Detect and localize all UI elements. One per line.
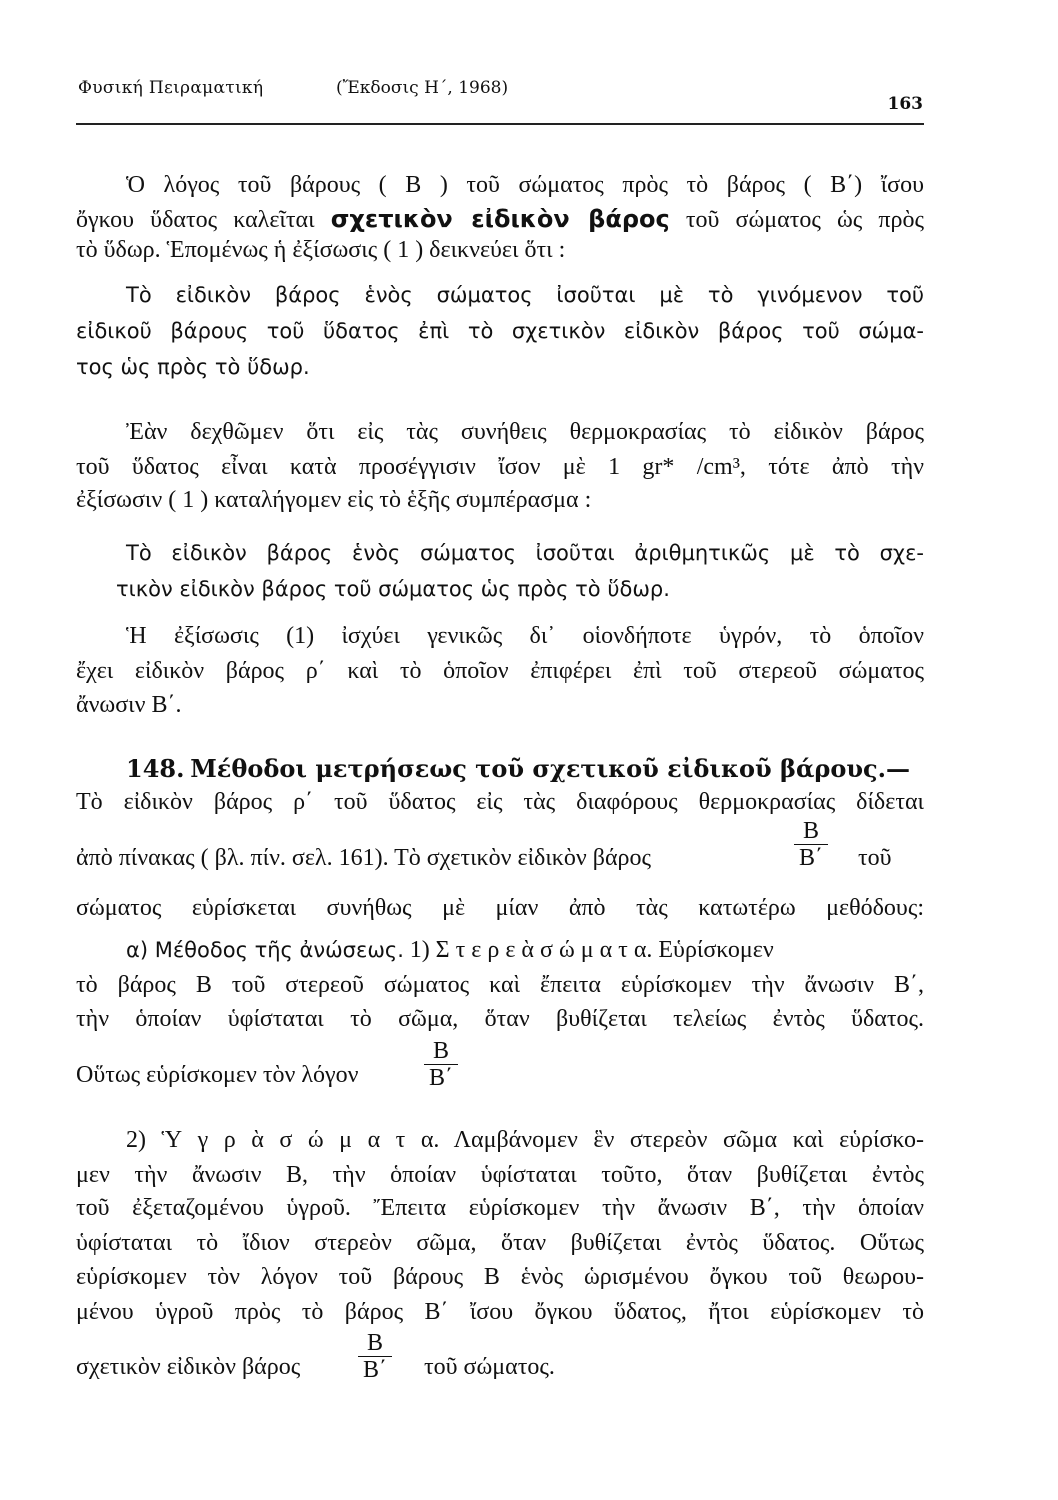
section-number: 148.: [126, 754, 185, 783]
paragraph-line: τοῦ: [858, 845, 892, 871]
fraction-denominator: Β΄: [794, 844, 828, 871]
section-title: Μέθοδοι μετρήσεως τοῦ σχετικοῦ εἰδικοῦ βάρους.—: [190, 754, 911, 783]
edition-label: (Ἔκδοσις Η΄, 1968): [336, 78, 509, 98]
paragraph-line: τος ὡς πρὸς τὸ ὕδωρ.: [76, 355, 310, 379]
method-label: α) Μέθοδος τῆς ἀνώσεως.: [126, 938, 404, 962]
text-span: τοῦ σώματος ὡς πρὸς: [685, 207, 925, 233]
paragraph-line: Τὸ εἰδικὸν βάρος ἑνὸς σώματος ἰσοῦται ἀριθμητικῶς μὲ τὸ σχε-: [126, 541, 924, 565]
paragraph-line: Τὸ εἰδικὸν βάρος ρ΄ τοῦ ὕδατος εἰς τὰς διαφόρους θερμοκρασίας δίδεται: [76, 789, 924, 815]
paragraph-line: Οὕτως εὑρίσκομεν τὸν λόγον: [76, 1062, 359, 1088]
fraction-b-over-b-prime: [424, 1038, 458, 1091]
paragraph-line: εὑρίσκομεν τὸν λόγον τοῦ βάρους Β ἑνὸς ὡρισμένου ὄγκου τοῦ θεωρου-: [76, 1264, 924, 1290]
paragraph-line: ἐξίσωσιν ( 1 ) καταλήγομεν εἰς τὸ ἑξῆς συμπέρασμα :: [76, 487, 592, 513]
page-number: 163: [887, 94, 923, 114]
paragraph-line: τοῦ ἐξεταζομένου ὑγροῦ. Ἔπειτα εὑρίσκομεν τὴν ἄνωσιν Β΄, τὴν ὁποίαν: [76, 1195, 924, 1221]
paragraph-line: Ὁ λόγος τοῦ βάρους ( Β ) τοῦ σώματος πρὸς τὸ βάρος ( Β΄) ἴσου: [126, 172, 924, 198]
paragraph-line: μεν τὴν ἄνωσιν Β, τὴν ὁποίαν ὑφίσταται τοῦτο, ὅταν βυθίζεται ἐντὸς: [76, 1162, 924, 1188]
fraction-denominator: Β΄: [424, 1064, 458, 1091]
paragraph-line: ὑφίσταται τὸ ἴδιον στερεὸν σῶμα, ὅταν βυθίζεται ἐντὸς ὕδατος. Οὕτως: [76, 1230, 924, 1256]
paragraph-line: Ἡ ἐξίσωσις (1) ἰσχύει γενικῶς δι᾽ οἱονδήποτε ὑγρόν, τὸ ὁποῖον: [126, 623, 924, 649]
paragraph-line: τὸ βάρος Β τοῦ στερεοῦ σώματος καὶ ἔπειτα εὑρίσκομεν τὴν ἄνωσιν Β΄,: [76, 972, 924, 998]
fraction-numerator: Β: [432, 1038, 449, 1064]
paragraph-line: μένου ὑγροῦ πρὸς τὸ βάρος Β΄ ἴσου ὄγκου ὕδατος, ἤτοι εὑρίσκομεν τὸ: [76, 1299, 924, 1325]
fraction-numerator: Β: [366, 1330, 383, 1356]
running-header: [78, 76, 923, 114]
header-rule: [76, 123, 924, 125]
paragraph-line: [76, 935, 924, 965]
defined-term: σχετικὸν εἰδικὸν βάρος: [330, 205, 670, 233]
paragraph-line: τοῦ σώματος.: [424, 1354, 555, 1380]
book-title: Φυσική Πειραματική: [78, 78, 264, 98]
paragraph-line: σχετικὸν εἰδικὸν βάρος: [76, 1354, 301, 1380]
fraction-denominator: Β΄: [358, 1356, 392, 1383]
paragraph-line: τικὸν εἰδικὸν βάρος τοῦ σώματος ὡς πρὸς τὸ ὕδωρ.: [116, 577, 670, 601]
paragraph-line: τοῦ ὕδατος εἶναι κατὰ προσέγγισιν ἴσον μὲ 1 gr* /cm³, τότε ἀπὸ τὴν: [76, 454, 924, 480]
text-span: 1) Σ τ ε ρ ε ὰ σ ώ μ α τ α. Εὑρίσκομεν: [409, 937, 774, 963]
paragraph-line: 2) Ὑ γ ρ ὰ σ ώ μ α τ α. Λαμβάνομεν ἓν στερεὸν σῶμα καὶ εὑρίσκο-: [126, 1127, 924, 1153]
fraction-b-over-b-prime: [358, 1330, 392, 1383]
fraction-numerator: Β: [802, 818, 819, 844]
paragraph-line: σώματος εὑρίσκεται συνήθως μὲ μίαν ἀπὸ τὰς κατωτέρω μεθόδους:: [76, 895, 924, 921]
paragraph-line: εἰδικοῦ βάρους τοῦ ὕδατος ἐπὶ τὸ σχετικὸν εἰδικὸν βάρος τοῦ σώμα-: [76, 319, 924, 343]
paragraph-line: ἔχει εἰδικὸν βάρος ρ΄ καὶ τὸ ὁποῖον ἐπιφέρει ἐπὶ τοῦ στερεοῦ σώματος: [76, 658, 924, 684]
paragraph-line: ἄνωσιν Β΄.: [76, 692, 182, 718]
paragraph-line: Ἐὰν δεχθῶμεν ὅτι εἰς τὰς συνήθεις θερμοκρασίας τὸ εἰδικὸν βάρος: [126, 419, 924, 445]
paragraph-line: τὸ ὕδωρ. Ἑπομένως ἡ ἐξίσωσις ( 1 ) δεικνεύει ὅτι :: [76, 237, 566, 263]
text-span: ὄγκου ὕδατος καλεῖται: [76, 207, 315, 233]
paragraph-line: τὴν ὁποίαν ὑφίσταται τὸ σῶμα, ὅταν βυθίζεται τελείως ἐντὸς ὕδατος.: [76, 1006, 924, 1032]
paragraph-line: ἀπὸ πίνακας ( βλ. πίν. σελ. 161). Τὸ σχετικὸν εἰδικὸν βάρος: [76, 845, 652, 871]
paragraph-line: Τὸ εἰδικὸν βάρος ἑνὸς σώματος ἰσοῦται μὲ τὸ γινόμενον τοῦ: [126, 283, 924, 307]
fraction-b-over-b-prime: [794, 818, 828, 871]
paragraph-line: [76, 204, 924, 235]
section-heading: [76, 754, 924, 785]
